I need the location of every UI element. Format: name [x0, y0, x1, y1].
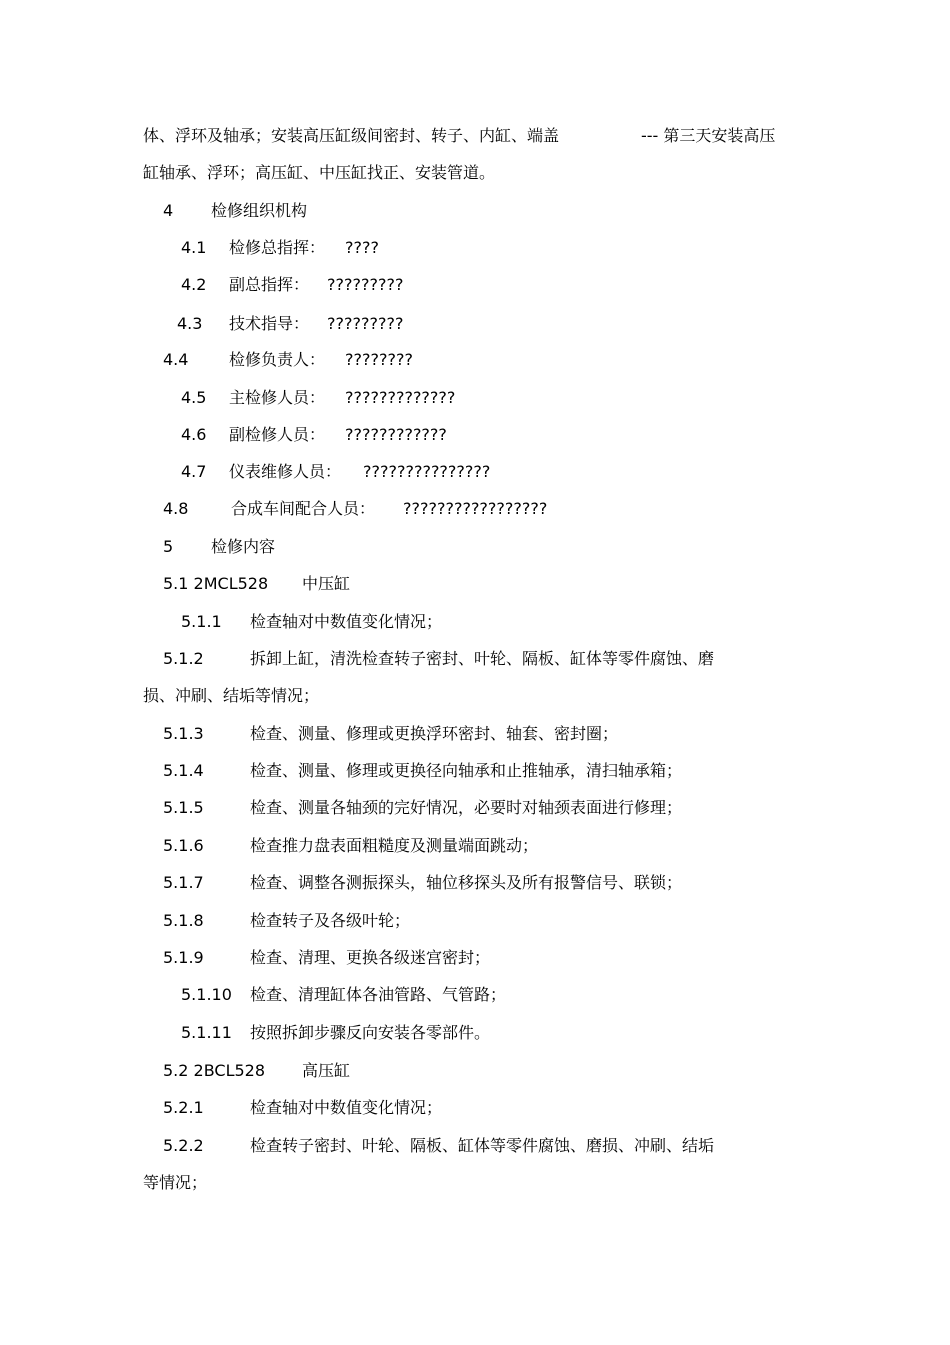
item-number: 5.1.7 [163, 873, 204, 892]
item-number: 5.2.1 [163, 1098, 204, 1117]
item-text: 检查、测量、修理或更换径向轴承和止推轴承，清扫轴承箱； [250, 761, 683, 780]
item-number: 5.1.6 [163, 836, 204, 855]
item-number: 5.1.1 [181, 612, 222, 631]
item-text: 检查转子密封、叶轮、隔板、缸体等零件腐蚀、磨损、冲刷、结垢 [250, 1136, 715, 1155]
item-label: 检修负责人： [229, 350, 326, 369]
item-text: 检查、清理、更换各级迷宫密封； [250, 948, 491, 967]
item-value: ????????????? [345, 388, 456, 407]
item-value: ???????????? [345, 425, 447, 444]
item-number: 4.3 [177, 314, 203, 333]
item-number: 4.1 [181, 238, 207, 257]
item-label: 副检修人员： [229, 425, 326, 444]
item-text: 拆卸上缸，清洗检查转子密封、叶轮、隔板、缸体等零件腐蚀、磨 [250, 649, 715, 668]
subsection-number: 5.1 2MCL528 [163, 574, 269, 593]
item-label: 检修总指挥： [229, 238, 326, 257]
subsection-title: 中压缸 [302, 574, 351, 593]
section-title: 检修组织机构 [211, 201, 308, 220]
item-text: 检查轴对中数值变化情况； [250, 1098, 443, 1117]
item-text: 按照拆卸步骤反向安装各零部件。 [250, 1023, 491, 1042]
item-number: 5.1.8 [163, 911, 204, 930]
item-label: 技术指导： [229, 314, 310, 333]
item-number: 5.1.2 [163, 649, 204, 668]
item-label: 主检修人员： [229, 388, 326, 407]
item-text: 检查转子及各级叶轮； [250, 911, 411, 930]
item-text-continued: 损、冲刷、结垢等情况； [143, 686, 320, 705]
item-value: ????????? [327, 275, 404, 294]
subsection-title: 高压缸 [302, 1061, 351, 1080]
intro-line-1-tail: --- 第三天安装高压 [641, 126, 776, 145]
item-text: 检查推力盘表面粗糙度及测量端面跳动； [250, 836, 539, 855]
item-value: ??????????????? [363, 462, 491, 481]
item-label: 合成车间配合人员： [231, 499, 376, 518]
item-number: 4.8 [163, 499, 189, 518]
item-number: 4.4 [163, 350, 189, 369]
section-number: 5 [163, 537, 174, 556]
item-value: ????????? [327, 314, 404, 333]
item-number: 5.1.4 [163, 761, 204, 780]
item-label: 仪表维修人员： [229, 462, 342, 481]
item-value: ???? [345, 238, 379, 257]
item-number: 4.6 [181, 425, 207, 444]
item-label: 副总指挥： [229, 275, 310, 294]
item-text-continued: 等情况； [143, 1173, 208, 1192]
section-title: 检修内容 [211, 537, 276, 556]
item-text: 检查、调整各测振探头，轴位移探头及所有报警信号、联锁； [250, 873, 683, 892]
item-number: 4.5 [181, 388, 207, 407]
item-number: 5.2.2 [163, 1136, 204, 1155]
item-value: ????????????????? [403, 499, 548, 518]
item-number: 4.2 [181, 275, 207, 294]
item-text: 检查、测量各轴颈的完好情况，必要时对轴颈表面进行修理； [250, 798, 683, 817]
subsection-number: 5.2 2BCL528 [163, 1061, 266, 1080]
item-number: 4.7 [181, 462, 207, 481]
item-text: 检查、测量、修理或更换浮环密封、轴套、密封圈； [250, 724, 619, 743]
item-text: 检查、清理缸体各油管路、气管路； [250, 985, 507, 1004]
item-number: 5.1.10 [181, 985, 232, 1004]
section-number: 4 [163, 201, 174, 220]
item-number: 5.1.3 [163, 724, 204, 743]
item-number: 5.1.11 [181, 1023, 232, 1042]
intro-line-1-text: 体、浮环及轴承；安装高压缸级间密封、转子、内缸、端盖 [143, 126, 560, 145]
item-text: 检查轴对中数值变化情况； [250, 612, 443, 631]
item-number: 5.1.9 [163, 948, 204, 967]
item-number: 5.1.5 [163, 798, 204, 817]
item-value: ???????? [345, 350, 413, 369]
intro-line-2-text: 缸轴承、浮环；高压缸、中压缸找正、安装管道。 [143, 163, 496, 182]
